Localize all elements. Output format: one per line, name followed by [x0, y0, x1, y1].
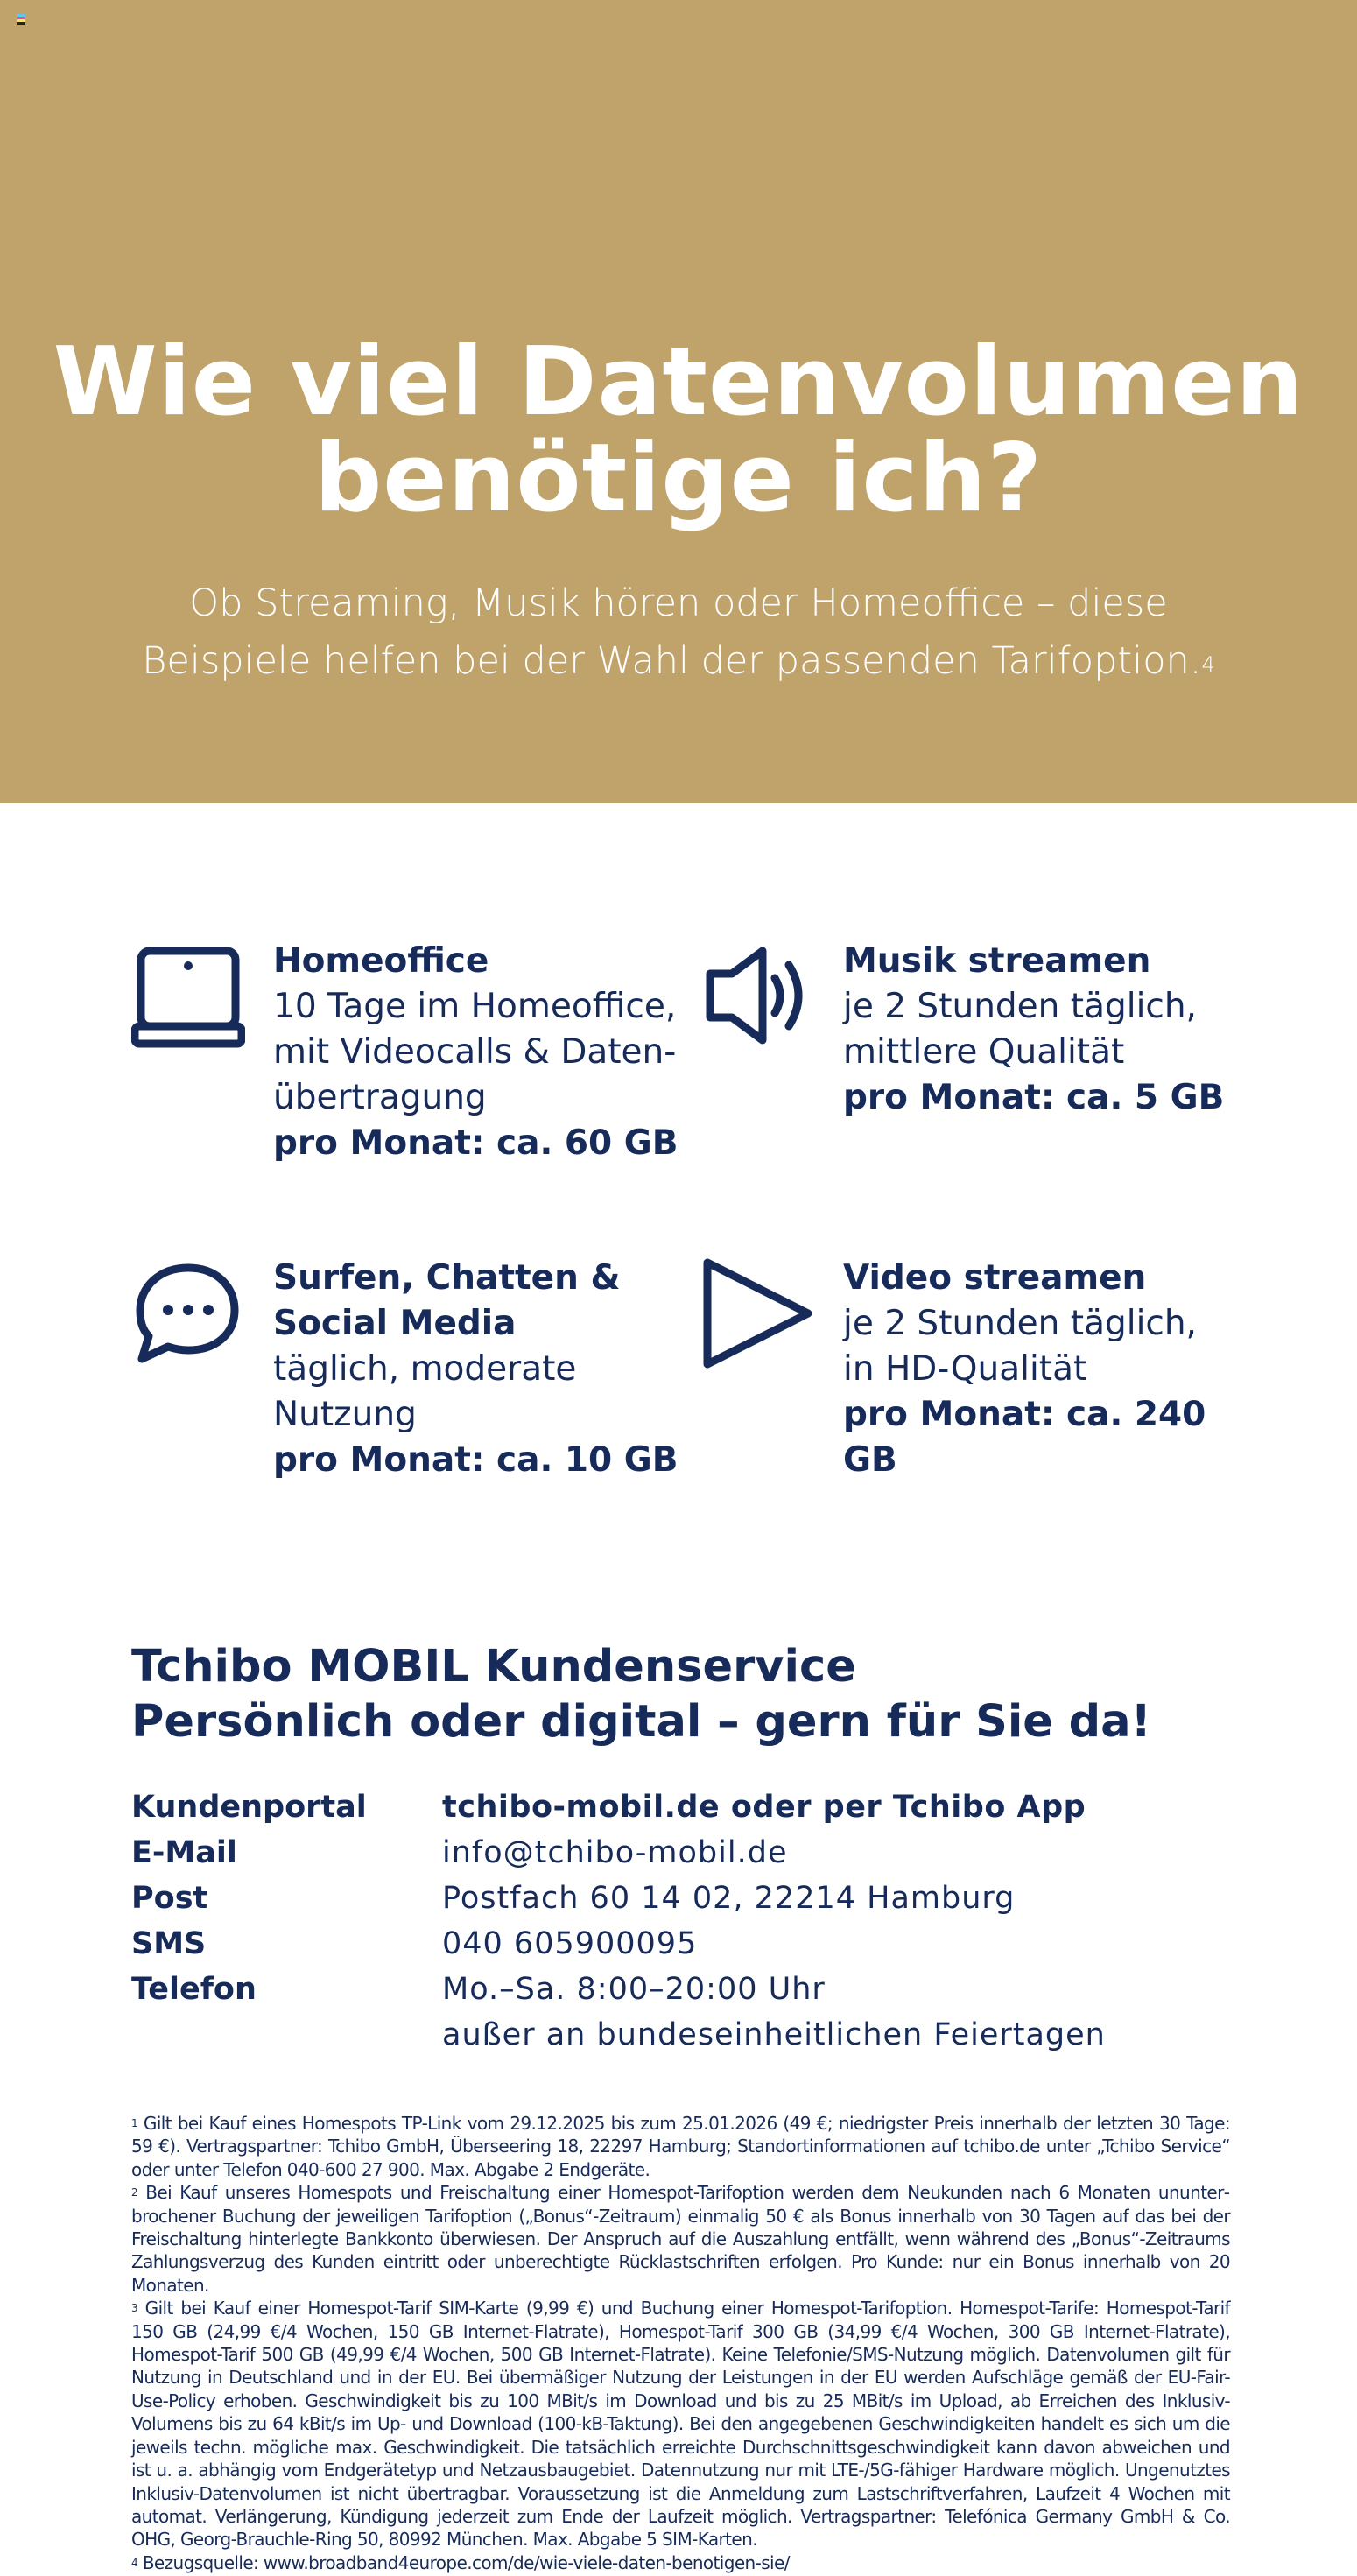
email-link[interactable]: info@tchibo-mobil.de	[442, 1835, 788, 1870]
usage-title: Musik streamen	[843, 941, 1151, 981]
contact-value: Postfach 60 14 02, 22214 Hamburg	[442, 1881, 1016, 1916]
usage-desc: in HD-Qualität	[843, 1349, 1087, 1389]
footnote-1	[131, 2112, 1230, 2181]
hero-subtitle	[0, 574, 1357, 690]
footnote-3	[131, 2297, 1230, 2551]
speaker-icon	[701, 939, 815, 1052]
usage-desc: je 2 Stunden täglich,	[843, 1304, 1197, 1343]
footnote-number: 4	[131, 2556, 138, 2569]
footnote-ref: 4	[1201, 652, 1215, 677]
usage-desc: mittlere Qualität	[843, 1032, 1125, 1072]
contact-label: SMS	[131, 1926, 207, 1961]
footnote-4	[131, 2551, 1230, 2574]
contact-value: außer an bundeseinheitlichen Feiertagen	[442, 2017, 1106, 2052]
subtitle-line-1: Ob Streaming, Musik hören oder Homeoffice – diese	[189, 581, 1168, 625]
usage-desc: übertragung	[273, 1078, 487, 1117]
contact-label: Telefon	[131, 1972, 257, 2007]
contact-row-sms	[131, 1921, 1106, 1967]
usage-amount: pro Monat: ca. 240 GB	[843, 1395, 1206, 1480]
title-line-1: Wie viel Datenvolumen	[53, 327, 1304, 437]
contact-value: 040 605900095	[442, 1926, 698, 1961]
footnote-text: Gilt bei Kauf einer Homespot-Tarif SIM-Karte (9,99 €) und Buchung einer Homespot-Tarifoption. Homespot-Tarife: Homespot-Tarif 150 GB (24,99 €/4 Wochen, 150 GB Internet-Flatrate), Homespot-Tarif 300 GB (34,99 €/4 Wochen, 300 GB Internet-Flatrate), Homespot-Tarif 500 GB (49,99 €/4 Wochen, 500 GB Internet-Flatrate). Keine Telefonie/SMS-Nutzung möglich. Datenvolumen gilt für Nutzung in Deutschland und in der EU. Bei übermäßiger Nutzung der Leistungen in der EU werden Aufschläge gemäß der EU-Fair-Use-Policy erhoben. Geschwindigkeit bis zu 100 MBit/s im Download und bis zu 25 MBit/s im Upload, ab Erreichen des Inklusiv-Volumens bis zu 64 kBit/s im Up- und Download (100-kB-Taktung). Bei den angegebenen Geschwindigkeiten handelt es sich um die jeweils techn. mögliche max. Geschwindigkeit. Die tatsächlich erreichte Durchschnittsgeschwindigkeit kann davon abweichen und ist u. a. abhängig vom Endgerätetyp und Netzausbaugebiet. Datennutzung nur mit LTE-/5G-fähiger Hardware möglich. Ungenutztes Inklusiv-Datenvolumen ist nicht übertragbar. Voraussetzung ist die Anmeldung zum Lastschriftverfahren, Laufzeit 4 Wochen mit automat. Verlängerung, Kündigung jederzeit zum Ende der Laufzeit möglich. Vertragspartner: Telefónica Germany GmbH & Co. OHG, Georg-Brauchle-Ring 50, 80992 München. Max. Abgabe 5 SIM-Karten.	[131, 2298, 1230, 2551]
laptop-icon	[131, 939, 245, 1052]
usage-amount: pro Monat: ca. 10 GB	[273, 1440, 678, 1480]
page-title	[0, 327, 1357, 533]
usage-title: Homeoffice	[273, 941, 489, 981]
footnote-2	[131, 2181, 1230, 2297]
play-icon	[701, 1256, 815, 1369]
footnote-number: 2	[131, 2186, 138, 2199]
contact-label	[131, 2012, 442, 2058]
subtitle-line-2: Beispiele helfen bei der Wahl der passenden Tarifoption.	[142, 639, 1202, 683]
footnote-text: Bei Kauf unseres Homespots und Freischaltung einer Homespot-Tarifoption werden dem Neukunden nach 6 Monaten ununterbrochener Buchung der jeweiligen Tarifoption („Bonus“-Zeitraum) einmalig 50 € als Bonus innerhalb von 30 Tagen auf das bei der Freischaltung hinterlegte Bankkonto überwiesen. Der Anspruch auf die Auszahlung entfällt, wenn während des „Bonus“-Zeitraums Zahlungsverzug des Kunden eintritt oder unberechtigte Rücklastschriften erfolgen. Pro Kunde: nur ein Bonus innerhalb von 20 Monaten.	[131, 2182, 1230, 2296]
title-line-2: benötige ich?	[313, 424, 1044, 533]
contact-label: Post	[131, 1881, 208, 1916]
contact-value[interactable]: tchibo-mobil.de oder per Tchibo App	[442, 1790, 1086, 1825]
usage-desc: mit Videocalls & Daten-	[273, 1032, 677, 1072]
chat-bubble-icon	[131, 1256, 245, 1369]
footnote-number: 3	[131, 2302, 138, 2315]
usage-amount: pro Monat: ca. 60 GB	[273, 1123, 678, 1163]
contact-value: Mo.–Sa. 8:00–20:00 Uhr	[442, 1972, 826, 2007]
usage-title: Surfen, Chatten &	[273, 1258, 621, 1298]
contact-row-phone	[131, 1967, 1106, 2012]
contact-row-holidays	[131, 2012, 1106, 2058]
footnote-number: 1	[131, 2117, 138, 2129]
contact-row-portal	[131, 1784, 1106, 1830]
service-heading-line-2: Persönlich oder digital – gern für Sie da!	[131, 1696, 1151, 1748]
contact-row-post	[131, 1876, 1106, 1921]
usage-desc: je 2 Stunden täglich,	[843, 987, 1197, 1026]
footnote-text: Bezugsquelle: www.broadband4europe.com/de/wie-viele-daten-benotigen-sie/	[142, 2551, 790, 2573]
usage-title: Video streamen	[843, 1258, 1147, 1298]
usage-desc: 10 Tage im Homeoffice,	[273, 987, 677, 1026]
footnote-text: Gilt bei Kauf eines Homespots TP-Link vom 29.12.2025 bis zum 25.01.2026 (49 €; niedrigster Preis innerhalb der letzten 30 Tage: 59 €). Vertragspartner: Tchibo GmbH, Überseering 18, 22297 Hamburg; Standortinformationen auf tchibo.de unter „Tchibo Service“ oder unter Telefon 040-600 27 900. Max. Abgabe 2 Endgeräte.	[131, 2113, 1230, 2180]
service-heading-line-1: Tchibo MOBIL Kundenservice	[131, 1641, 856, 1693]
footnotes	[131, 2112, 1230, 2574]
contact-table	[131, 1784, 1106, 2058]
service-heading	[131, 1639, 1151, 1749]
color-swatch-icon	[17, 14, 25, 25]
usage-amount: pro Monat: ca. 5 GB	[843, 1078, 1225, 1117]
contact-row-email	[131, 1830, 1106, 1876]
hero-banner	[0, 0, 1357, 803]
usage-desc: täglich, moderate	[273, 1349, 577, 1389]
contact-label: E-Mail	[131, 1835, 237, 1870]
usage-title: Social Media	[273, 1304, 517, 1343]
usage-desc: Nutzung	[273, 1395, 417, 1434]
contact-label: Kundenportal	[131, 1790, 367, 1825]
